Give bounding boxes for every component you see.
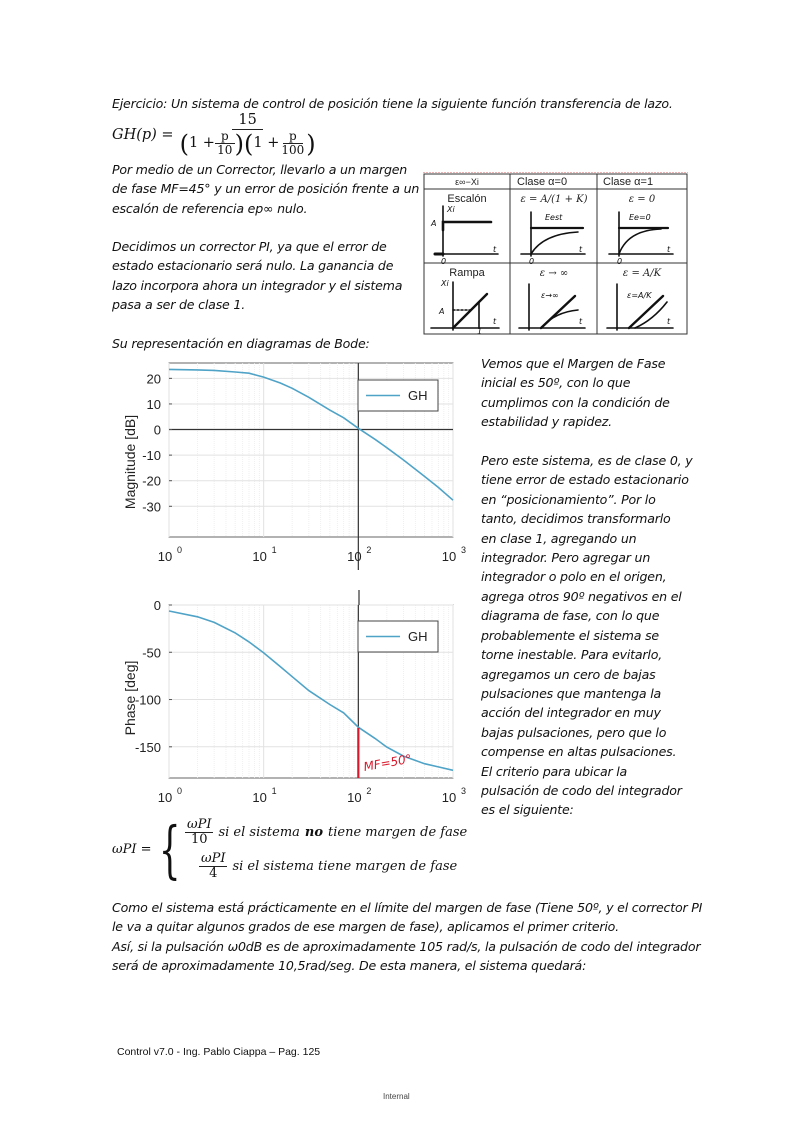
page-footer: Control v7.0 - Ing. Pablo Ciappa – Pag. 125 [117,1046,321,1058]
steady-state-error-table [423,172,688,335]
sketch-label: 0 [441,257,447,266]
text-line: Como el sistema está prácticamente en el límite del margen de fase (Tiene 50º, y el corrector PI [112,900,703,915]
text-line: agregamos un cero de bajas [481,666,656,682]
factor2-den: 100 [281,143,305,158]
x-tick-exponent: 3 [461,545,467,555]
sketch-label: 1 [477,327,483,335]
x-tick-label: 10 [157,549,173,564]
y-tick-label: 0 [153,598,161,613]
x-tick-exponent: 1 [271,786,277,796]
factor1-num: p [215,130,235,144]
y-tick-label: -100 [134,692,161,708]
wpi-cases [185,818,467,881]
text-line: acción del integrador en muy [481,705,661,721]
sketch-label: ε=A/K [627,291,652,300]
x-tick-label: 10 [252,790,267,805]
sketch-label: 0 [529,257,535,266]
text-line: escalón de referencia ep∞ nulo. [112,200,308,216]
text-line: de fase MF=45° y un error de posición frente a un [112,181,420,197]
x-tick-label: 10 [347,549,362,564]
text-line: tanto, decidimos transformarlo [481,511,671,527]
formula-lhs: GH(p) = [112,127,174,144]
phase-axis-title: Phase [deg] [122,660,138,736]
case-text: si el sistema [218,825,300,841]
row-input-step: Escalón [447,193,487,205]
x-tick-exponent: 2 [366,786,372,796]
x-tick-exponent: 0 [177,545,183,555]
factor2-one: 1 + [253,134,280,151]
text-line: agrega otros 90º negativos en el [481,588,682,604]
row-input-ramp: Rampa [449,267,485,279]
sketch-label: t [493,245,497,254]
chart-legend [358,621,438,652]
y-tick-label: 10 [146,396,161,412]
phase-margin-annotation: MF=50° [362,751,413,774]
text-line: inicial es 50º, con lo que [481,375,631,391]
x-tick-label: 10 [157,790,173,805]
x-tick-label: 10 [252,549,267,564]
text-line: Vemos que el Margen de Fase [481,356,666,371]
sketch-label: Xi [441,279,449,288]
text-line: estado estacionario será nulo. La ganancia de [112,258,394,274]
legend-label: GH [408,388,428,403]
transfer-function-formula [112,113,318,157]
case-num: ωPI [186,817,212,832]
text-line: diagrama de fase, con lo que [481,608,660,624]
text-line: Pero este sistema, es de clase 0, y [481,453,693,469]
wpi-lhs: ωPI = [112,842,152,858]
text-line: El criterio para ubicar la [481,763,628,779]
x-tick-label: 10 [441,549,457,564]
text-line [481,432,693,451]
sketch-label: t [579,317,583,326]
x-tick-exponent: 2 [366,545,372,555]
text-line: en clase 1, agregando un [481,530,637,546]
factor1-one: 1 + [188,134,215,151]
text-line: torne inestable. Para evitarlo, [481,647,662,663]
step-class0-error: ε = A/(1 + K) [520,194,588,205]
x-tick-exponent: 0 [177,786,183,796]
y-tick-label: -10 [142,448,161,464]
x-tick-exponent: 1 [271,545,277,555]
brace: { [158,812,181,886]
case-text: si el sistema tiene margen de fase [232,858,458,874]
sketch-label: Xi [447,205,455,214]
factor1-den: 10 [217,143,233,158]
text-line: estabilidad y rapidez. [481,414,612,430]
text-line: pulsación de codo del integrador [481,782,682,798]
case-text: tiene margen de fase [328,825,468,841]
decision-paragraph [112,237,402,315]
formula-denominator: ( 1 + $\frac{p}{10}$ ) ( 1 + $\frac{p}{100}$ ) [179,128,316,158]
text-line: cumplimos con la condición de [481,394,670,410]
text-line: Por medio de un Corrector, llevarlo a un margen [112,162,408,177]
magnitude-axis-title: Magnitude [dB] [122,414,138,510]
text-line: lazo incorpora ahora un integrador y el sistema [112,277,403,293]
sketch-label: t [493,317,497,326]
case-num: ωPI [200,850,226,866]
bode-phase-chart [110,590,470,810]
x-tick-label: 10 [441,790,457,805]
text-line: en “posicionamiento”. Por lo [481,491,656,507]
text-line: integrador. Pero agregar un [481,550,651,566]
formula-numerator: 15 [232,113,262,130]
requirement-paragraph [112,160,419,218]
text-line: tiene error de estado estacionario [481,472,689,488]
bode-magnitude-chart [110,355,470,570]
case-fraction [199,852,227,882]
sketch-label: t [667,317,671,326]
text-line: le va a quitar algunos grados de ese margen de fase), aplicamos el primer criterio. [112,919,619,935]
table-header-class1: Clase α=1 [603,176,654,188]
classification-label: Internal [383,1092,410,1101]
y-tick-label: -50 [142,645,161,661]
text-line: compense en altas pulsaciones. [481,744,677,760]
wpi-case-no-margin [185,818,467,848]
bode-intro: Su representación en diagramas de Bode: [112,336,370,351]
case-den: 4 [209,865,218,881]
y-tick-label: 20 [146,371,161,387]
factor2-fraction [279,130,306,157]
conclusion-paragraph [112,898,702,976]
x-tick-exponent: 3 [461,786,467,796]
y-tick-label: -20 [142,473,161,489]
sketch-label: t [579,245,583,254]
ramp-class1-error: ε = A/K [622,268,662,279]
step-class1-error: ε = 0 [628,194,656,205]
text-line: integrador o polo en el origen, [481,569,667,585]
sketch-label: ε→∞ [541,291,559,300]
side-explanation [481,354,693,820]
y-tick-label: -150 [134,739,161,755]
y-tick-label: 0 [153,422,161,438]
text-line: será de aproximadamente 10,5rad/seg. De esta manera, el sistema quedará: [112,958,587,974]
table-corner-label: ε∞−Xi [455,177,479,187]
x-tick-label: 10 [347,790,362,805]
legend-label: GH [408,629,428,644]
text-line: probablemente el sistema se [481,627,659,643]
sketch-label: A [431,219,437,228]
ramp-class0-error: ε → ∞ [539,268,569,279]
case-den: 10 [190,832,208,848]
factor1-fraction [215,130,235,157]
chart-legend [358,380,438,411]
factor2-num: p [283,130,303,144]
wpi-case-with-margin [199,852,467,882]
sketch-label: t [667,245,671,254]
case-fraction [185,818,213,848]
y-tick-label: -30 [142,499,161,515]
table-header-class0: Clase α=0 [517,176,568,188]
case-bold-word: no [304,825,324,841]
formula-fraction [178,113,318,157]
sketch-label: A [439,307,445,316]
text-line: pulsaciones que mantenga la [481,685,662,701]
text-line: bajas pulsaciones, pero que lo [481,724,667,740]
text-line: Decidimos un corrector PI, ya que el error de [112,239,387,254]
sketch-label: Ee=0 [629,213,651,222]
text-line: es el siguiente: [481,802,574,818]
text-line: pasa a ser de clase 1. [112,297,246,313]
exercise-intro: Ejercicio: Un sistema de control de posición tiene la siguiente función transferencia de lazo. [112,96,673,111]
sketch-label: 0 [617,257,623,266]
text-line: Así, si la pulsación ω0dB es de aproximadamente 105 rad/s, la pulsación de codo del integrador [112,938,701,954]
sketch-label: Eest [545,213,563,222]
wpi-criterion-formula [112,812,468,886]
